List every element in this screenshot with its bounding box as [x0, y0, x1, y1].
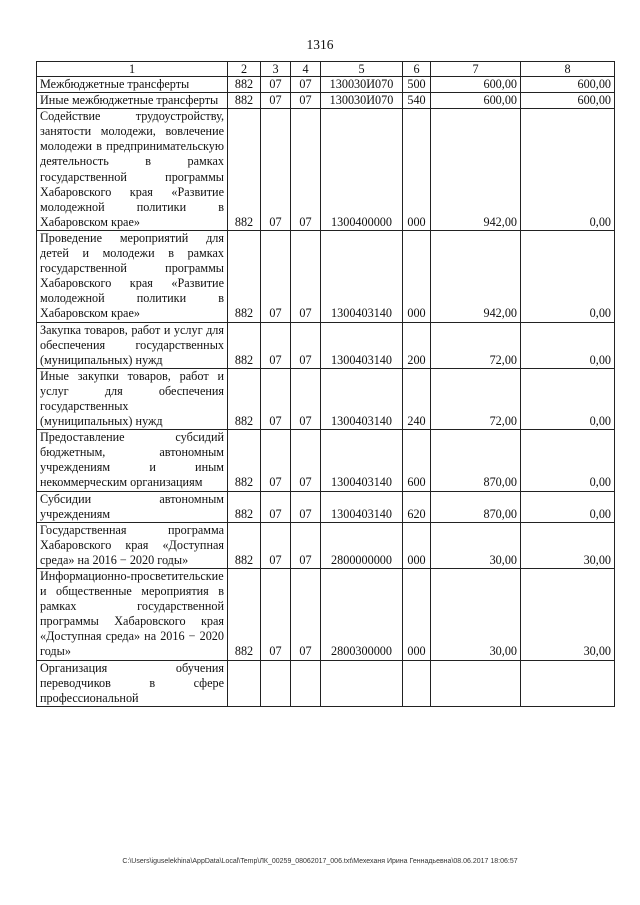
cell-amount-2018 — [431, 660, 521, 706]
cell-target-item: 1300403140 — [321, 230, 403, 322]
row-name: Информационно-просветительские и общественные мероприятия в рамках государственной программы Хабаровского края «Доступная среда» на 2016 − 2020 годы» — [37, 569, 228, 661]
cell-subsection: 07 — [291, 491, 321, 522]
cell-subsection — [291, 660, 321, 706]
row-name: Иные межбюджетные трансферты — [37, 93, 228, 109]
cell-section: 07 — [261, 230, 291, 322]
cell-admin-code: 882 — [228, 569, 261, 661]
cell-target-item: 1300403140 — [321, 491, 403, 522]
table-row — [37, 77, 615, 93]
cell-section — [261, 660, 291, 706]
row-name: Иные закупки товаров, работ и услуг для обеспечения государственных (муниципальных) нужд — [37, 368, 228, 429]
cell-target-item: 1300403140 — [321, 368, 403, 429]
cell-expense-type: 000 — [403, 109, 431, 231]
table-row — [37, 569, 615, 661]
cell-admin-code: 882 — [228, 77, 261, 93]
cell-subsection: 07 — [291, 522, 321, 568]
table-row — [37, 93, 615, 109]
row-name: Субсидии автономным учреждениям — [37, 491, 228, 522]
table-row — [37, 660, 615, 706]
cell-amount-2019: 600,00 — [521, 93, 615, 109]
column-header-2: 2 — [228, 62, 261, 77]
cell-admin-code: 882 — [228, 230, 261, 322]
cell-amount-2019: 0,00 — [521, 430, 615, 491]
cell-admin-code — [228, 660, 261, 706]
cell-subsection: 07 — [291, 77, 321, 93]
cell-section: 07 — [261, 430, 291, 491]
table-row — [37, 430, 615, 491]
cell-amount-2019: 30,00 — [521, 522, 615, 568]
header-row — [37, 62, 615, 77]
table-row — [37, 322, 615, 368]
cell-amount-2018: 72,00 — [431, 322, 521, 368]
cell-admin-code: 882 — [228, 109, 261, 231]
cell-target-item: 130030И070 — [321, 93, 403, 109]
row-name: Организация обучения переводчиков в сфере профессиональной — [37, 660, 228, 706]
column-header-1: 1 — [37, 62, 228, 77]
cell-amount-2019: 0,00 — [521, 322, 615, 368]
cell-admin-code: 882 — [228, 522, 261, 568]
column-header-4: 4 — [291, 62, 321, 77]
cell-admin-code: 882 — [228, 491, 261, 522]
cell-expense-type: 000 — [403, 569, 431, 661]
cell-target-item: 1300400000 — [321, 109, 403, 231]
row-name: Предоставление субсидий бюджетным, автономным учреждениям и иным некоммерческим организациям — [37, 430, 228, 491]
cell-admin-code: 882 — [228, 322, 261, 368]
cell-target-item: 130030И070 — [321, 77, 403, 93]
column-header-6: 6 — [403, 62, 431, 77]
cell-amount-2018: 870,00 — [431, 491, 521, 522]
cell-amount-2019 — [521, 660, 615, 706]
table-row — [37, 522, 615, 568]
cell-subsection: 07 — [291, 109, 321, 231]
cell-subsection: 07 — [291, 93, 321, 109]
cell-expense-type: 000 — [403, 522, 431, 568]
cell-expense-type — [403, 660, 431, 706]
table-row — [37, 368, 615, 429]
cell-target-item: 1300403140 — [321, 430, 403, 491]
cell-section: 07 — [261, 322, 291, 368]
cell-admin-code: 882 — [228, 368, 261, 429]
table-body — [37, 77, 615, 707]
cell-section: 07 — [261, 93, 291, 109]
cell-amount-2018: 72,00 — [431, 368, 521, 429]
page-number: 1316 — [306, 37, 334, 52]
cell-expense-type: 240 — [403, 368, 431, 429]
column-header-5: 5 — [321, 62, 403, 77]
column-header-7: 7 — [431, 62, 521, 77]
cell-amount-2018: 942,00 — [431, 230, 521, 322]
table-row — [37, 491, 615, 522]
row-name: Государственная программа Хабаровского края «Доступная среда» на 2016 − 2020 годы» — [37, 522, 228, 568]
cell-amount-2018: 30,00 — [431, 522, 521, 568]
cell-expense-type: 540 — [403, 93, 431, 109]
row-name: Закупка товаров, работ и услуг для обеспечения государственных (муниципальных) нужд — [37, 322, 228, 368]
cell-target-item — [321, 660, 403, 706]
cell-amount-2018: 30,00 — [431, 569, 521, 661]
cell-amount-2019: 0,00 — [521, 368, 615, 429]
column-header-8: 8 — [521, 62, 615, 77]
cell-section: 07 — [261, 491, 291, 522]
cell-section: 07 — [261, 522, 291, 568]
cell-expense-type: 620 — [403, 491, 431, 522]
cell-target-item: 1300403140 — [321, 322, 403, 368]
cell-amount-2019: 0,00 — [521, 109, 615, 231]
cell-subsection: 07 — [291, 322, 321, 368]
cell-amount-2018: 600,00 — [431, 93, 521, 109]
cell-expense-type: 600 — [403, 430, 431, 491]
cell-section: 07 — [261, 109, 291, 231]
cell-expense-type: 200 — [403, 322, 431, 368]
cell-admin-code: 882 — [228, 93, 261, 109]
cell-section: 07 — [261, 77, 291, 93]
cell-subsection: 07 — [291, 569, 321, 661]
file-path-footer: C:\Users\iguselekhina\AppData\Local\Temp\ЛК_00259_08062017_006.txt\Мехеханя Ирина Геннадьевна\08.06.2017 18:06:57 — [122, 858, 518, 865]
cell-section: 07 — [261, 368, 291, 429]
row-name: Проведение мероприятий для детей и молодежи в рамках государственной программы Хабаровского края «Развитие молодежной политики в Хабаровском крае» — [37, 230, 228, 322]
cell-amount-2018: 942,00 — [431, 109, 521, 231]
column-header-3: 3 — [261, 62, 291, 77]
budget-table — [36, 61, 615, 707]
cell-target-item: 2800000000 — [321, 522, 403, 568]
cell-subsection: 07 — [291, 430, 321, 491]
cell-amount-2018: 870,00 — [431, 430, 521, 491]
cell-expense-type: 500 — [403, 77, 431, 93]
table-row — [37, 230, 615, 322]
cell-target-item: 2800300000 — [321, 569, 403, 661]
cell-amount-2019: 30,00 — [521, 569, 615, 661]
cell-amount-2019: 600,00 — [521, 77, 615, 93]
cell-amount-2019: 0,00 — [521, 491, 615, 522]
table-row — [37, 109, 615, 231]
row-name: Межбюджетные трансферты — [37, 77, 228, 93]
cell-amount-2018: 600,00 — [431, 77, 521, 93]
row-name: Содействие трудоустройству, занятости молодежи, вовлечение молодежи в предпринимательскую деятельность в рамках государственной программы Хабаровского края «Развитие молодежной политики в Хабаровском крае» — [37, 109, 228, 231]
cell-expense-type: 000 — [403, 230, 431, 322]
cell-amount-2019: 0,00 — [521, 230, 615, 322]
cell-admin-code: 882 — [228, 430, 261, 491]
cell-section: 07 — [261, 569, 291, 661]
cell-subsection: 07 — [291, 368, 321, 429]
cell-subsection: 07 — [291, 230, 321, 322]
